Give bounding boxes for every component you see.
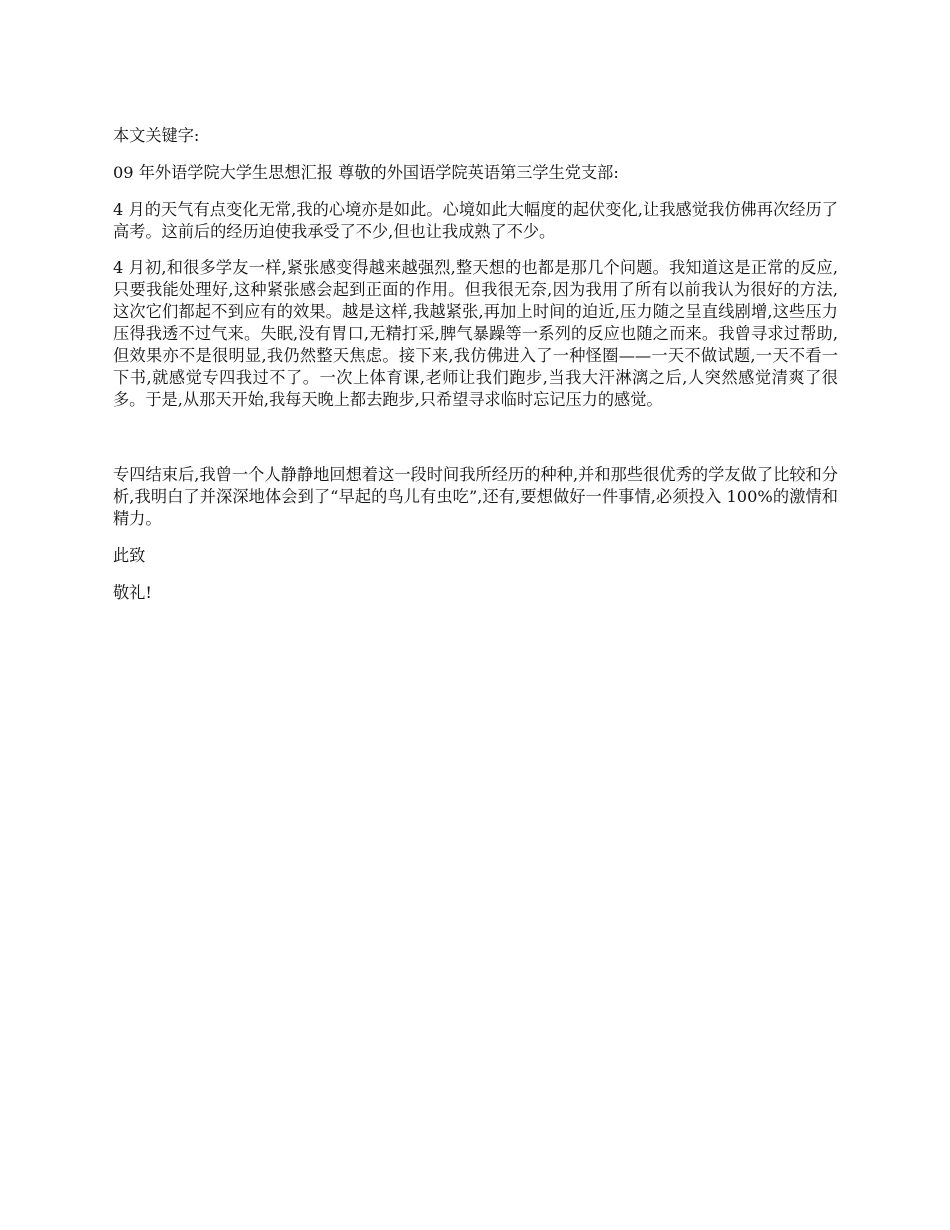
regards-line: 敬礼!	[113, 583, 152, 602]
closing-line: 此致	[113, 546, 146, 565]
paragraph-spacer	[113, 411, 838, 464]
paragraph-2: 4 月初,和很多学友一样,紧张感变得越来越强烈,整天想的也都是那几个问题。我知道这是正常的反应,只要我能处理好,这种紧张感会起到正面的作用。但我很无奈,因为我用了所有以前我认为很好的方法,这次它们都起不到应有的效果。越是这样,我越紧张,再加上时间的迫近,压力随之呈直线剧增,这些压力压得我透不过气来。失眠,没有胃口,无精打采,脾气暴躁等一系列的反应也随之而来。我曾寻求过帮助,但效果亦不是很明显,我仍然整天焦虑。接下来,我仿佛进入了一种怪圈——一天不做试题,一天不看一下书,就感觉专四我过不了。一次上体育课,老师让我们跑步,当我大汗淋漓之后,人突然感觉清爽了很多。于是,从那天开始,我每天晚上都去跑步,只希望寻求临时忘记压力的感觉。	[113, 258, 838, 409]
document-heading: 09 年外语学院大学生思想汇报 尊敬的外国语学院英语第三学生党支部:	[113, 163, 619, 182]
paragraph-3: 专四结束后,我曾一个人静静地回想着这一段时间我所经历的种种,并和那些很优秀的学友做了比较和分析,我明白了并深深地体会到了“早起的鸟儿有虫吃”,还有,要想做好一件事情,必须投入 100%的激情和精力。	[113, 465, 838, 528]
keywords-label: 本文关键字:	[113, 126, 200, 145]
paragraph-1: 4 月的天气有点变化无常,我的心境亦是如此。心境如此大幅度的起伏变化,让我感觉我仿佛再次经历了高考。这前后的经历迫使我承受了不少,但也让我成熟了不少。	[113, 200, 838, 241]
document-page	[113, 125, 838, 604]
